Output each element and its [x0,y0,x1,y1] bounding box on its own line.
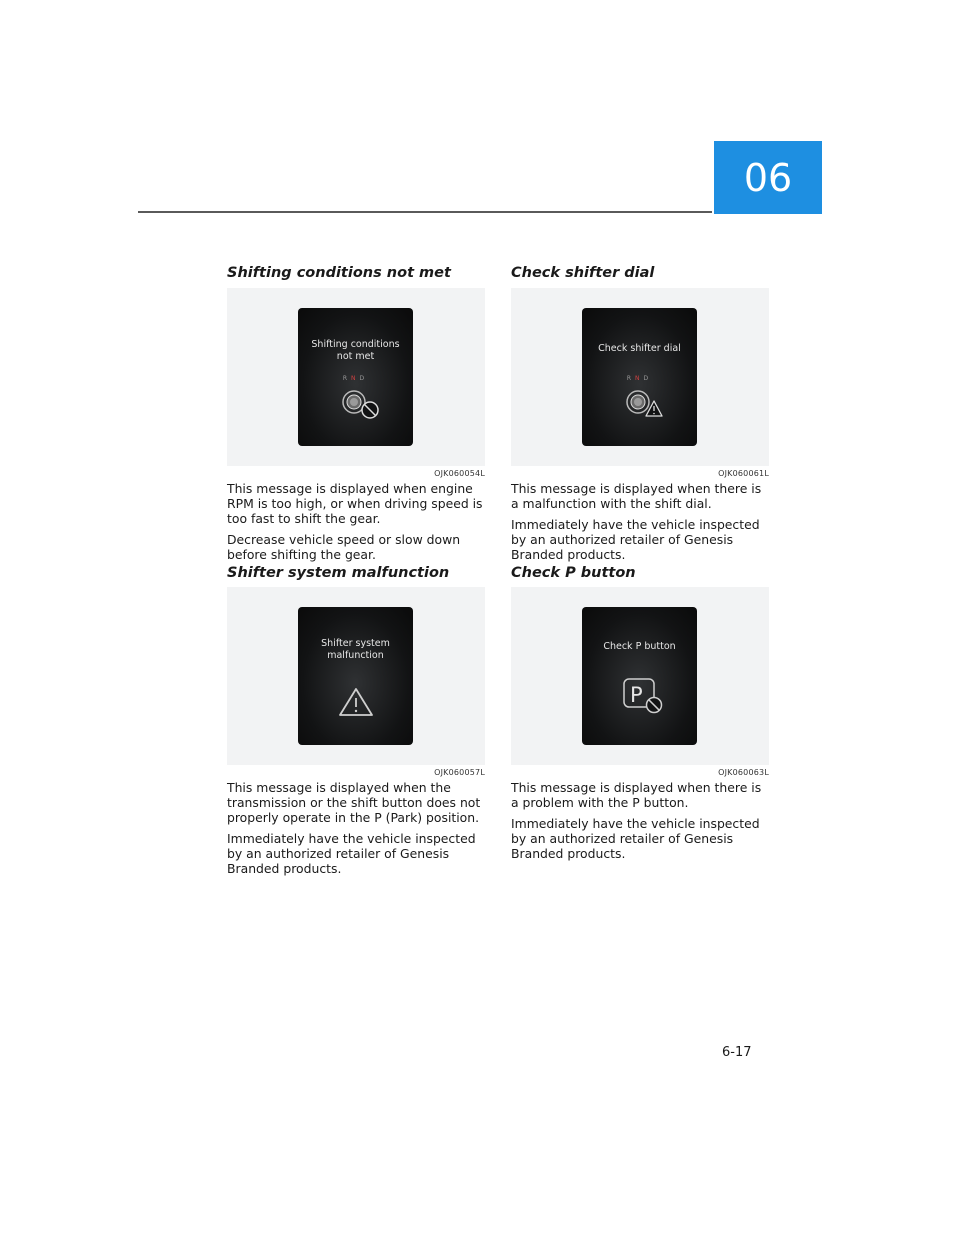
paragraph: This message is displayed when there is a malfunction with the shift dial. [511,481,762,511]
paragraph: Immediately have the vehicle inspected by an authorized retailer of Genesis Branded products. [511,816,760,861]
paragraph: Immediately have the vehicle inspected by an authorized retailer of Genesis Branded products. [227,831,476,876]
display-message: Check P button [603,641,676,652]
chapter-tab [714,141,822,214]
p-button-prohibited-icon [621,676,667,716]
section-check-shifter-dial [511,262,769,568]
cluster-display [582,607,697,745]
section-title: Shifter system malfunction [227,565,450,581]
shift-dial-prohibited-icon [338,387,384,421]
gear-indicator: RND [342,375,369,382]
shift-dial-warning-icon [622,387,668,421]
chapter-rule [138,211,712,213]
section-shifting-conditions [227,262,485,568]
figure [511,587,769,765]
warning-triangle-icon [337,686,375,718]
section-title: Check P button [511,565,636,581]
display-message: Shifter system malfunction [321,638,390,661]
section-check-p-button [511,562,769,867]
chapter-number: 06 [743,155,793,200]
paragraph: This message is displayed when the transmission or the shift button does not properly operate in the P (Park) position. [227,780,481,825]
figure-code: OJK060054L [434,469,485,478]
page-number: 6-17 [722,1045,752,1060]
cluster-display [298,607,413,745]
paragraph: This message is displayed when there is a problem with the P button. [511,780,762,810]
figure-code: OJK060061L [718,469,769,478]
cluster-display [298,308,413,446]
figure [227,288,485,466]
figure [227,587,485,765]
paragraph: This message is displayed when engine RPM is too high, or when driving speed is too fast to shift the gear. [227,481,483,526]
figure-code: OJK060057L [434,768,485,777]
paragraph: Decrease vehicle speed or slow down before shifting the gear. [227,532,461,562]
section-title: Shifting conditions not met [227,265,451,281]
display-message: Check shifter dial [598,343,681,354]
section-shifter-system-malfunction [227,562,485,882]
gear-indicator: RND [626,375,653,382]
figure [511,288,769,466]
cluster-display [582,308,697,446]
section-title: Check shifter dial [511,265,655,281]
paragraph: Immediately have the vehicle inspected by an authorized retailer of Genesis Branded products. [511,517,760,562]
figure-code: OJK060063L [718,768,769,777]
p-label: P [630,683,643,707]
display-message: Shifting conditions not met [311,339,400,362]
